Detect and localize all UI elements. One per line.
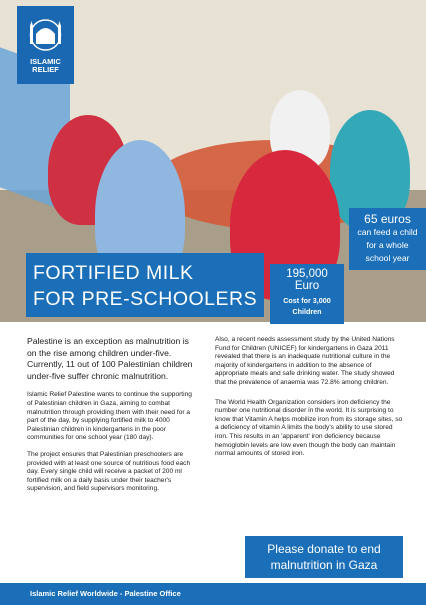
euro-callout-amount: 65 euros [364, 212, 411, 226]
cost-amount: 195,000 [286, 268, 328, 280]
footer-text: Islamic Relief Worldwide - Palestine Office [30, 589, 181, 598]
page-title [26, 253, 264, 317]
lead-paragraph: Palestine is an exception as malnutrition is on the rise among children under-five. Currently, 11 out of 100 Palestinian children under-five suffer chronic malnutrition. [27, 336, 193, 381]
body-paragraph: Also, a recent needs assessment study by the United Nations Fund for Children (UNICEF) for kindergartens in Gaza 2011 revealed that there is an inadequate nutritional culture in the majority of kindergartens in addition to the absence of appropriate meals and safe drinking water. The study showed that the prevalence of anaemia was 72.8% among children. [215, 336, 395, 386]
body-paragraph: The World Health Organization considers iron deficiency the number one nutritional disorder in the world. It is surprising to know that Vitamin A helps mobilize iron from its storage sites, so a deficiency of vitamin A limits the body's ability to use stored iron. This results in an 'apparent' iron deficiency because hemoglobin levels are low even though the body can maintain normal amounts of stored iron. [215, 398, 403, 458]
title-line-2: FOR PRE-SCHOOLERS [33, 288, 258, 310]
body-paragraph: The project ensures that Palestinian preschoolers are provided with at least one source of nutritious food each day. Every single child will receive a packet of 200 ml fortified milk on a daily basis under their teacher's supervision, and field supervisors monitoring. [27, 450, 191, 493]
islamic-relief-logo [17, 6, 74, 84]
mosque-logo-icon [25, 14, 66, 54]
title-line-1: FORTIFIED MILK [33, 262, 194, 284]
cost-currency: Euro [294, 280, 320, 292]
logo-wordmark: ISLAMIC RELIEF [30, 57, 61, 74]
text-column-left [27, 336, 199, 502]
cost-note: Cost for 3,000 [283, 296, 331, 305]
cost-callout: 195,000 Euro Cost for 3,000 Children [270, 264, 344, 324]
footer-bar [0, 583, 426, 605]
donate-banner[interactable]: Please donate to end malnutrition in Gaza [245, 536, 403, 578]
body-paragraph: Islamic Relief Palestine wants to continue the supporting of Palestinian children in Gaza, aiming to combat malnutrition through providing them with their need for a part of the day, by supplying fortified milk to 4000 Palestinian children in kindergartens in the poor communities for one school year (180 day). [27, 391, 192, 442]
text-column-right [215, 336, 405, 470]
euro-callout: 65 euros can feed a child for a whole school year [349, 208, 426, 270]
